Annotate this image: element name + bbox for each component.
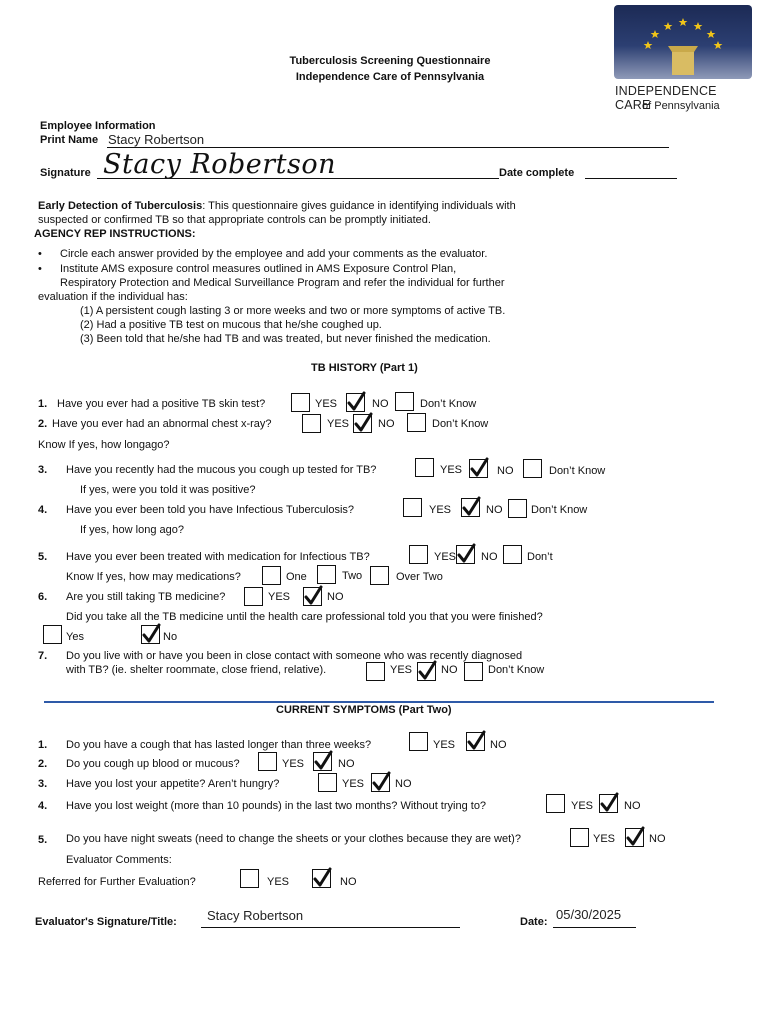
part1-q1-no-label: NO [372,398,389,410]
print-name-field[interactable]: Stacy Robertson [108,132,205,147]
criteria-1: (1) A persistent cough lasting 3 or more weeks and two or more symptoms of active TB. [80,305,506,317]
part1-q2-followup: Know If yes, how longago? [38,439,170,451]
part1-q2-dontknow-label: Don’t Know [432,418,489,430]
date-complete-field[interactable] [585,178,677,179]
part2-q1-yes-label: YES [433,739,456,751]
part1-q2-yes-checkbox[interactable] [302,414,321,433]
part1-q3-dontknow-checkbox[interactable] [523,459,542,478]
logo-name-line1: INDEPENDENCE CARE [615,84,717,112]
part1-q3-no-checkbox[interactable] [469,459,488,478]
evaluator-date-label: Date: [520,916,548,928]
referred-yes-checkbox[interactable] [240,869,259,888]
part1-q7-no-checkbox[interactable] [417,662,436,681]
checkmark-icon [466,730,488,752]
intro-text2: suspected or confirmed TB so that appropriate controls can be promptly initiated. [38,214,431,226]
part1-q6-no-checkbox[interactable] [303,587,322,606]
part1-q5-overtwo-label: Over Two [396,571,443,583]
checkmark-icon [303,585,325,607]
part1-q3-followup: If yes, were you told it was positive? [80,484,256,496]
part1-q5-yes-label: YES [434,551,457,563]
part2-q1-number: 1. [38,739,48,751]
part1-q2-no-checkbox[interactable] [353,414,372,433]
checkmark-icon [346,391,368,413]
part1-q3-number: 3. [38,464,48,476]
criteria-3: (3) Been told that he/she had TB and was treated, but never finished the medication. [80,333,491,345]
part1-q3-yes-label: YES [440,464,463,476]
checkmark-icon [141,623,163,645]
part1-q2-dontknow-checkbox[interactable] [407,413,426,432]
part1-q4-number: 4. [38,504,48,516]
keystone-stars-emblem [614,5,752,79]
part1-q6-no-label: NO [327,591,344,603]
part1-q2-no-label: NO [378,418,395,430]
part1-q3-yes-checkbox[interactable] [415,458,434,477]
bullet1-marker: • [38,248,42,260]
part2-q1-text: Do you have a cough that has lasted longer than three weeks? [66,739,372,751]
form-title: Tuberculosis Screening Questionnaire [289,55,491,67]
part2-q3-no-label: NO [395,778,412,790]
referred-label: Referred for Further Evaluation? [38,876,196,888]
part2-q5-yes-label: YES [593,833,616,845]
checkmark-icon [625,826,647,848]
independence-care-logo [614,5,752,113]
part1-q5-no-label: NO [481,551,498,563]
employee-info-label: Employee Information [40,120,156,132]
print-name-underline [107,147,669,148]
checkmark-icon [371,771,393,793]
checkmark-icon [312,867,334,889]
part1-q7-dontknow-label: Don’t Know [488,664,545,676]
part1-q4-no-label: NO [486,504,503,516]
agency-rep-heading: AGENCY REP INSTRUCTIONS: [34,228,196,240]
part1-q7-no-label: NO [441,664,458,676]
part1-q5-no-checkbox[interactable] [456,545,475,564]
referred-yes-label: YES [267,876,290,888]
logo-panel [614,5,752,79]
part1-q4-text: Have you ever been told you have Infectious Tuberculosis? [66,504,355,516]
part2-q2-number: 2. [38,758,48,770]
part2-q4-yes-checkbox[interactable] [546,794,565,813]
part1-q5-yes-checkbox[interactable] [409,545,428,564]
employee-signature: Stacy Robertson [103,149,337,180]
part2-q1-no-checkbox[interactable] [466,732,485,751]
part2-q4-number: 4. [38,800,48,812]
part1-q7-dontknow-checkbox[interactable] [464,662,483,681]
part2-q2-no-label: NO [338,758,355,770]
part2-q5-text: Do you have night sweats (need to change the sheets or your clothes because they are wet)? [66,833,521,845]
section-divider [44,701,714,703]
part1-q2-number: 2. [38,418,48,430]
part1-q7-yes-label: YES [390,664,413,676]
part1-q7-yes-checkbox[interactable] [366,662,385,681]
checkmark-icon [461,496,483,518]
part1-q4-yes-label: YES [429,504,452,516]
intro-text1: : This questionnaire gives guidance in identifying individuals with [202,200,516,212]
evaluator-comments-label: Evaluator Comments: [66,854,172,866]
signature-label: Signature [40,167,91,179]
logo-name-line2: of Pennsylvania [642,100,720,112]
part1-q5-two-checkbox[interactable] [317,565,336,584]
part1-q4-dontknow-checkbox[interactable] [508,499,527,518]
part1-q2-text: Have you ever had an abnormal chest x-ray? [52,418,272,430]
part2-q5-no-label: NO [649,833,666,845]
part1-q6-text: Are you still taking TB medicine? [66,591,226,603]
part1-q5-dont-label: Don’t [527,551,553,563]
part1-q5-text: Have you ever been treated with medication for Infectious TB? [66,551,370,563]
evaluator-date-underline [553,927,636,928]
part1-q2-yes-label: YES [327,418,350,430]
part1-q1-dontknow-label: Don’t Know [420,398,477,410]
part1-q4-no-checkbox[interactable] [461,498,480,517]
part2-q4-no-label: NO [624,800,641,812]
bullet2-text1: Institute AMS exposure control measures outlined in AMS Exposure Control Plan, [60,263,457,275]
part2-q1-yes-checkbox[interactable] [409,732,428,751]
part1-heading: TB HISTORY (Part 1) [311,362,418,374]
date-complete-label: Date complete [499,167,575,179]
evaluator-date-field[interactable]: 05/30/2025 [556,907,622,922]
part1-q6-followup-yes-checkbox[interactable] [43,625,62,644]
part1-q1-no-checkbox[interactable] [346,393,365,412]
part1-q1-dontknow-checkbox[interactable] [395,392,414,411]
part2-q2-yes-checkbox[interactable] [258,752,277,771]
part1-q6-yes-checkbox[interactable] [244,587,263,606]
part1-q4-dontknow-label: Don’t Know [531,504,588,516]
part2-q3-yes-checkbox[interactable] [318,773,337,792]
intro-line1 [38,201,516,212]
part1-q5-number: 5. [38,551,48,563]
referred-no-checkbox[interactable] [312,869,331,888]
part2-q2-yes-label: YES [282,758,305,770]
part1-q5-two-label: Two [342,570,363,582]
intro-heading: Early Detection of Tuberculosis [38,200,203,212]
part1-q5-overtwo-checkbox[interactable] [370,566,389,585]
checkmark-icon [353,412,375,434]
part2-q4-no-checkbox[interactable] [599,794,618,813]
signature-underline [97,178,499,179]
part1-q6-followup: Did you take all the TB medicine until the health care professional told you that you were finished? [66,611,543,623]
part1-q1-text: Have you ever had a positive TB skin test? [57,398,266,410]
part2-q2-no-checkbox[interactable] [313,752,332,771]
part2-q5-yes-checkbox[interactable] [570,828,589,847]
part2-q5-no-checkbox[interactable] [625,828,644,847]
bullet2-marker: • [38,263,42,275]
part2-q3-text: Have you lost your appetite? Aren’t hungry? [66,778,280,790]
part2-q3-no-checkbox[interactable] [371,773,390,792]
evaluator-signature-field[interactable]: Stacy Robertson [207,908,304,923]
part2-q2-text: Do you cough up blood or mucous? [66,758,240,770]
part2-q3-number: 3. [38,778,48,790]
bullet2-text3: evaluation if the individual has: [38,291,188,303]
part1-q5-dont-checkbox[interactable] [503,545,522,564]
checkmark-icon [456,543,478,565]
part2-q4-text: Have you lost weight (more than 10 pounds) in the last two months? Without trying to? [66,800,487,812]
part1-q4-followup: If yes, how long ago? [80,524,184,536]
part1-q6-followup-yes-label: Yes [66,631,84,643]
checkmark-icon [313,750,335,772]
part1-q6-yes-label: YES [268,591,291,603]
part1-q1-yes-label: YES [315,398,338,410]
part2-heading: CURRENT SYMPTOMS (Part Two) [276,704,452,716]
part1-q1-yes-checkbox[interactable] [291,393,310,412]
bullet2-text2: Respiratory Protection and Medical Surveillance Program and refer the individual for further [60,277,505,289]
part1-q5-followup: Know If yes, how may medications? [66,571,241,583]
part2-q1-no-label: NO [490,739,507,751]
part1-q3-text: Have you recently had the mucous you cough up tested for TB? [66,464,377,476]
evaluator-signature-label: Evaluator's Signature/Title: [35,916,177,928]
referred-no-label: NO [340,876,357,888]
part1-q6-number: 6. [38,591,48,603]
part2-q4-yes-label: YES [571,800,594,812]
part1-q6-followup-no-checkbox[interactable] [141,625,160,644]
part1-q7-number: 7. [38,650,48,662]
part1-q7-text1: Do you live with or have you been in close contact with someone who was recently diagnosed [66,650,523,662]
print-name-label: Print Name [40,134,99,146]
part1-q1-number: 1. [38,398,48,410]
part1-q5-one-label: One [286,571,307,583]
part1-q3-no-label: NO [497,465,514,477]
form-subtitle: Independence Care of Pennsylvania [295,71,485,83]
bullet1-text: Circle each answer provided by the employee and add your comments as the evaluator. [60,248,488,260]
checkmark-icon [599,792,621,814]
part1-q7-text2: with TB? (ie. shelter roommate, close friend, relative). [66,664,327,676]
part2-q5-number: 5. [38,834,48,846]
part1-q5-one-checkbox[interactable] [262,566,281,585]
checkmark-icon [417,660,439,682]
part1-q4-yes-checkbox[interactable] [403,498,422,517]
part2-q3-yes-label: YES [342,778,365,790]
evaluator-signature-underline [201,927,460,928]
part1-q3-dontknow-label: Don’t Know [549,465,606,477]
criteria-2: (2) Had a positive TB test on mucous that he/she coughed up. [80,319,382,331]
checkmark-icon [469,457,491,479]
part1-q6-followup-no-label: No [163,631,178,643]
